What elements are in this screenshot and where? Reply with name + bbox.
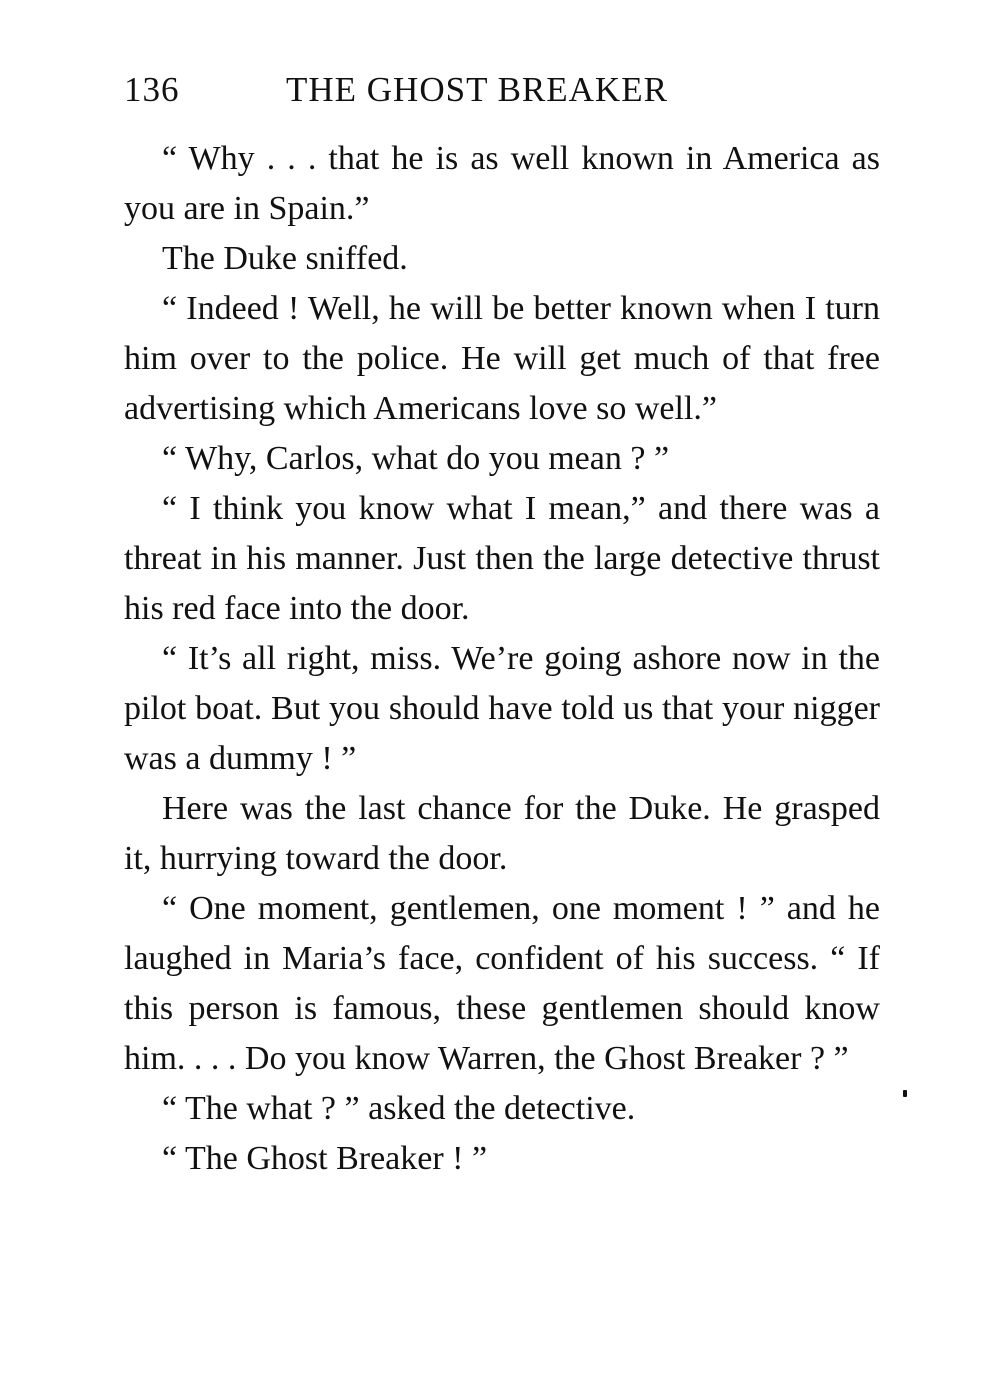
ink-speck bbox=[903, 1090, 907, 1097]
paragraph: “ The Ghost Breaker ! ” bbox=[162, 1140, 488, 1177]
body-text bbox=[124, 134, 880, 1184]
paragraph: “ The what ? ” asked the detective. bbox=[162, 1090, 636, 1127]
paragraph: Here was the last chance for the Duke. He grasped it, hurrying toward the door. bbox=[124, 790, 880, 877]
paragraph: “ Why . . . that he is as well known in America as you are in Spain.” bbox=[124, 140, 880, 227]
paragraph: “ Indeed ! Well, he will be better known when I turn him over to the police. He will get much of that free advertising which Americans love so well.” bbox=[124, 290, 880, 427]
paragraph: The Duke sniffed. bbox=[162, 240, 408, 277]
paragraph: “ Why, Carlos, what do you mean ? ” bbox=[162, 440, 670, 477]
page-number: 136 bbox=[124, 70, 180, 109]
running-title: THE GHOST BREAKER bbox=[286, 70, 668, 109]
paragraph: “ I think you know what I mean,” and there was a threat in his manner. Just then the large detective thrust his red face into the door. bbox=[124, 490, 880, 627]
page-header bbox=[124, 64, 884, 116]
paragraph: “ It’s all right, miss. We’re going ashore now in the pilot boat. But you should have told us that your nigger was a dummy ! ” bbox=[124, 640, 880, 777]
paragraph: “ One moment, gentlemen, one moment ! ” and he laughed in Maria’s face, confident of his success. “ If this person is famous, these gentlemen should know him. . . . Do you know Warren, the Ghost Breaker ? ” bbox=[124, 890, 880, 1077]
